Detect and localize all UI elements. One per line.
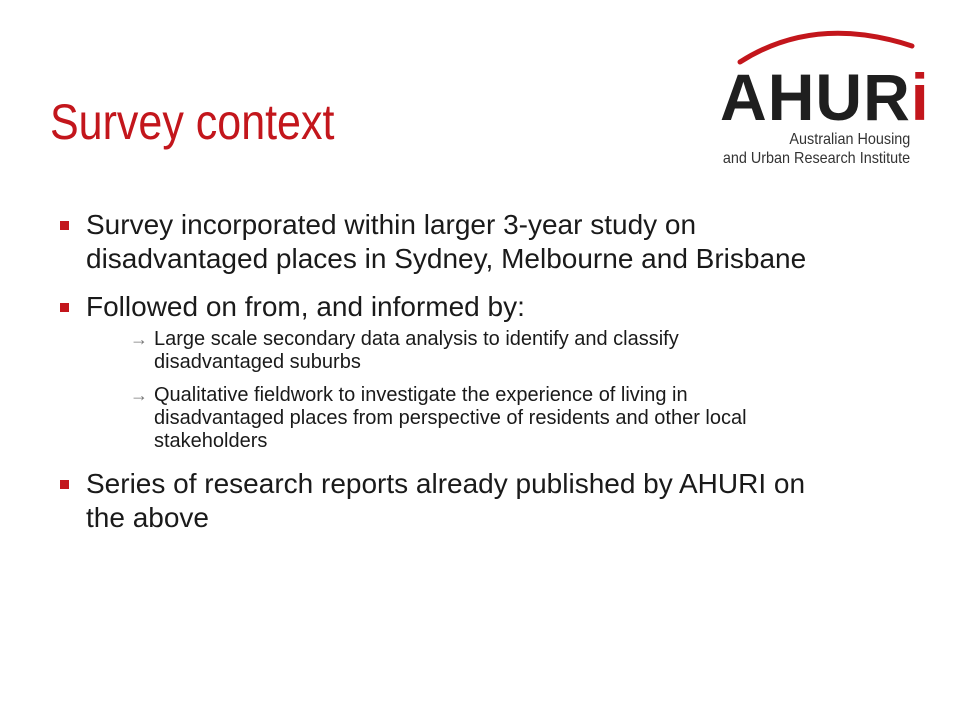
square-bullet-icon <box>60 480 69 489</box>
logo-tagline-line1: Australian Housing <box>789 131 910 148</box>
bullet-item <box>58 290 918 324</box>
bullet-item <box>58 467 918 535</box>
logo-wordmark-main: AHUR <box>720 60 911 134</box>
bullet-text: Survey incorporated within larger 3-year study on disadvantaged places in Sydney, Melbourne and Brisbane <box>86 209 807 274</box>
arrow-right-icon: → <box>130 385 148 405</box>
slide-title: Survey context <box>50 94 335 150</box>
logo-tagline-line2: and Urban Research Institute <box>722 150 910 167</box>
bullet-item <box>58 208 918 276</box>
arrow-right-icon: → <box>130 329 148 349</box>
sub-bullet-item <box>58 384 918 453</box>
sub-bullet-item <box>58 328 918 374</box>
logo-wordmark <box>720 62 930 132</box>
bullet-list <box>58 208 918 549</box>
bullet-text: Followed on from, and informed by: <box>86 291 525 322</box>
ahuri-logo <box>700 18 930 167</box>
bullet-text: Series of research reports already published by AHURI on the above <box>86 468 806 533</box>
logo-wordmark-i: i <box>910 60 930 134</box>
sub-bullet-text: Qualitative fieldwork to investigate the experience of living in disadvantaged places from perspective of residents and other local stakeholders <box>154 384 747 452</box>
sub-bullet-text: Large scale secondary data analysis to identify and classify disadvantaged suburbs <box>154 328 679 373</box>
square-bullet-icon <box>60 303 69 312</box>
square-bullet-icon <box>60 221 69 230</box>
